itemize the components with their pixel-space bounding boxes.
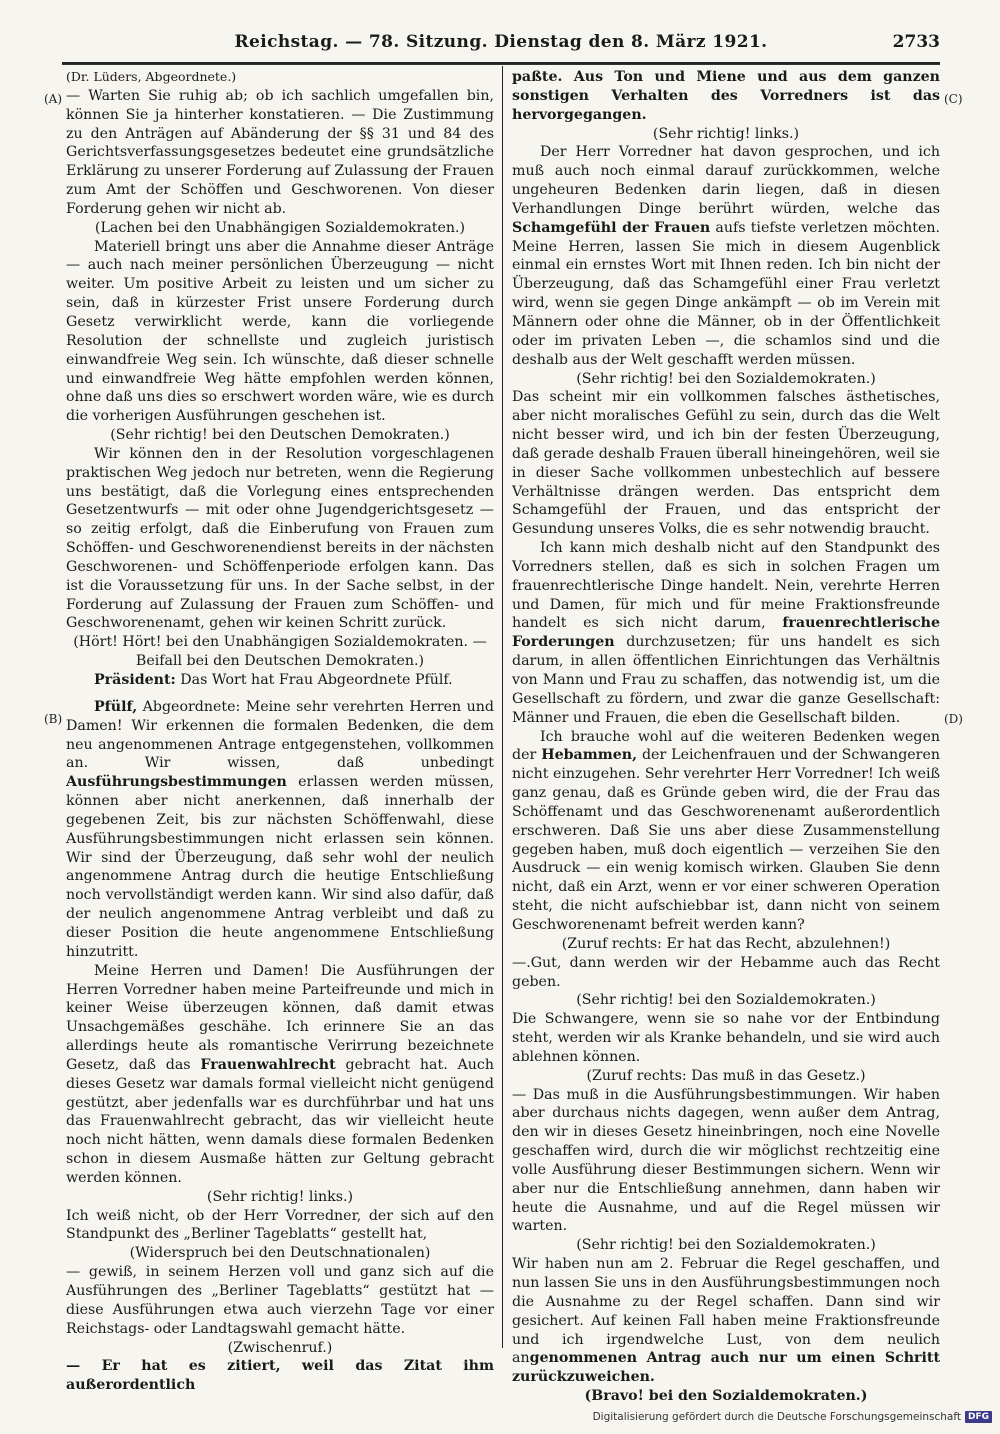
- interjection: (Sehr richtig! links.): [206, 1188, 354, 1205]
- interjection: (Sehr richtig! links.): [652, 125, 800, 142]
- emphasis: Frauenwahlrecht: [200, 1056, 336, 1073]
- paragraph: Wir können den in der Resolution vorgeschlagenen praktischen Weg jedoch nur betreten, wenn die Regierung uns bestätigt, daß die Vorlegung eines entsprechenden Gesetzentwurfs — mit oder ohne Jugendgerichtsgesetz — so zeitig erfolgt, daß die Einberufung von Frauen zum Schöffen- und Geschworenendienst bereits in der nächsten Geschworenen- und Schöffenperiode erfolgen kann. Das ist die Voraussetzung für uns. In der Sache selbst, in der Forderung auf Zulassung der Frauen zum Schöffen- und Geschworenenamt, gehen wir keinen Schritt zurück.: [66, 445, 494, 632]
- interjection: (Zuruf rechts: Er hat das Recht, abzulehnen!): [561, 935, 891, 952]
- interjection: (Zuruf rechts: Das muß in das Gesetz.): [586, 1067, 866, 1084]
- interjection: (Hört! Hört! bei den Unabhängigen Sozialdemokraten. — Beifall bei den Deutschen Demokraten.): [73, 634, 487, 670]
- speech-text: gebracht hat. Auch dieses Gesetz war damals formal vielleicht nicht genügend gestützt, aber jedenfalls war es durchführbar und hat uns das Frauenwahlrecht gebracht, das wir vielleicht heute noch nicht hätten, wenn damals diese formalen Bedenken schon in diesem Ausmaße hätten zur Geltung gebracht werden können.: [66, 1056, 494, 1186]
- interjection: (Sehr richtig! bei den Deutschen Demokraten.): [110, 427, 450, 444]
- speech-text: aufs tiefste verletzen möchten. Meine Herren, lassen Sie mich in diesem Augenblick einmal ein ernstes Wort mit Ihnen reden. Ich bin nicht der Überzeugung, daß das Schamgefühl einer Frau verletzt wird, wenn sie gegen Dinge ankämpft — ob im Verein mit Männern oder ohne die Männer, ob in der Öffentlichkeit oder im privaten Leben —, die schamlos sind und die deshalb aus der Welt geschafft werden müssen.: [512, 219, 940, 368]
- speech-text: Wir haben nun am 2. Februar die Regel geschaffen, und nun lassen Sie uns in den Ausführungsbestimmungen noch die Ausnahme zu der Regel schaffen. Dann sind wir gesichert. Auf keinen Fall haben meine Fraktionsfreunde und ich irgendwelche Lust, von dem neulich an: [512, 1256, 940, 1367]
- emphasis: Schamgefühl der Frauen: [512, 219, 711, 236]
- paragraph: [66, 962, 494, 1188]
- margin-mark-d: (D): [944, 712, 963, 726]
- paragraph: [512, 539, 940, 727]
- interjection: (Lachen bei den Unabhängigen Sozialdemokraten.): [94, 219, 466, 236]
- speaker-name: Präsident:: [94, 672, 176, 688]
- header-rule: [62, 64, 940, 65]
- margin-mark-b: (B): [44, 712, 63, 726]
- paragraph: — Das muß in die Ausführungsbestimmungen. Wir haben aber durchaus nichts dagegen, wenn außer dem Antrag, den wir in dieses Gesetz hineinbringen, noch eine Novelle geschaffen wird, durch die wir möglichst rechtzeitig eine volle Ausführung dieser Bestimmungen sichern. Wenn wir aber nur die Entschließung annehmen, dann haben wir heute die Ausnahme, und auf die Regel müssen wir warten.: [512, 1086, 940, 1235]
- interjection: (Sehr richtig! bei den Sozialdemokraten.): [576, 992, 876, 1009]
- paragraph: — gewiß, in seinem Herzen voll und ganz sich auf die Ausführungen des „Berliner Tageblatts“ gestützt hat — diese Ausführungen etwa auch vierzehn Tage vor einer Reichstags- oder Landtagswahl gemacht hätte.: [66, 1264, 494, 1337]
- emphasis: Hebammen,: [541, 747, 638, 764]
- left-column: [66, 68, 494, 1395]
- paragraph: [512, 143, 940, 369]
- paragraph: Die Schwangere, wenn sie so nahe vor der Entbindung steht, werden wir als Kranke behandeln, und sie wird auch ablehnen können.: [512, 1011, 940, 1065]
- pfuelf-paragraph: [66, 698, 494, 962]
- speech-text: durchzusetzen; für uns handelt es sich darum, in allen öffentlichen Einrichtungen das Verhältnis von Mann und Frau zu schaffen, das notwendig ist, um die Gesellschaft zu fördern, und zwar die ganze Gesellschaft: Männer und Frauen, die eben die Gesellschaft bilden.: [512, 634, 940, 726]
- speech-text: Abgeordnete: Meine sehr verehrten Herren und Damen! Wir erkennen die formalen Bedenken, die dem neu angenommenen Antrage entgegenstehen, vollkommen an. Wir wissen, daß unbedingt: [66, 698, 494, 772]
- speaker-tag: (Dr. Lüders, Abgeordnete.): [66, 69, 237, 84]
- speech-text: Meine Herren und Damen! Die Ausführungen der Herren Vorredner haben meine Parteifreunde und mich in keiner Weise überzeugen können, daß damit etwas Unsachgemäßes geschähe. Ich erinnere Sie an das allerdings heute als romantische Verirrung bezeichnete Gesetz, daß das: [66, 962, 494, 1073]
- paragraph: [512, 1255, 940, 1387]
- speech-text: Ich brauche wohl auf die weiteren Bedenken wegen der: [512, 728, 940, 764]
- speech-text: erlassen werden müssen, können aber nicht anerkennen, daß innerhalb der gegebenen Zeit, bis zur nächsten Schöffenwahl, diese Ausführungsbestimmungen nicht erlassen sein können. Wir sind der Überzeugung, daß sehr wohl der neulich angenommene Antrag durch die heutige Entschließung noch vervollständigt werden kann. Wir sind also dafür, daß der neulich angenommene Antrag verbleibt und daß zu dieser Position die heute angenommene Entschließung hinzutritt.: [66, 774, 494, 960]
- paragraph: —.Gut, dann werden wir der Hebamme auch das Recht geben.: [512, 954, 940, 990]
- footer-text: Digitalisierung gefördert durch die Deutsche Forschungsgemeinschaft: [592, 1411, 961, 1423]
- header-title: Reichstag. — 78. Sitzung. Dienstag den 8. März 1921.: [234, 32, 768, 52]
- right-column: [512, 68, 940, 1406]
- margin-mark-a: (A): [44, 92, 63, 106]
- interjection: (Sehr richtig! bei den Sozialdemokraten.): [576, 370, 876, 387]
- paragraph: — Warten Sie ruhig ab; ob ich sachlich umgefallen bin, können Sie ja hinterher konstatieren. — Die Zustimmung zu den Anträgen auf Abänderung der §§ 31 und 84 des Gerichtsverfassungsgesetzes bedeutet eine grundsätzliche Erklärung zu unserer Forderung auf Zulassung der Frauen zum Amt der Schöffen und Geschworenen. Von dieser Forderung gehen wir nicht ab.: [66, 87, 494, 217]
- paragraph: — Er hat es zitiert, weil das Zitat ihm außerordentlich: [66, 1358, 494, 1394]
- interjection: (Sehr richtig! bei den Sozialdemokraten.): [576, 1237, 876, 1254]
- president-paragraph: [66, 671, 494, 690]
- paragraph: [512, 728, 940, 935]
- column-divider: [502, 66, 503, 1348]
- speech-text: Das Wort hat Frau Abgeordnete Pfülf.: [175, 672, 453, 688]
- page-header: [62, 28, 940, 64]
- page-number: 2733: [892, 32, 940, 52]
- speech-text: der Leichenfrauen und der Schwangeren nicht einzugehen. Sehr verehrter Herr Vorredner! Ich weiß ganz genau, daß es Gründe geben wird, die der Frau das Schöffenamt und das Geschworenenamt außerordentlich erschweren. Daß Sie uns aber diese Zusammenstellung gegeben haben, muß doch eigentlich — verzeihen Sie den Ausdruck — ein wenig komisch wirken. Glauben Sie denn nicht, daß ein Arzt, wenn er vor einer schweren Operation steht, die nicht aufschiebbar ist, dann nicht von seinem Geschworenenamt befreit werden kann?: [512, 747, 940, 933]
- speech-text: Ich kann mich deshalb nicht auf den Standpunkt des Vorredners stellen, daß es sich in solchen Fragen um frauenrechtlerische Dinge handelt. Nein, verehrte Herren und Damen, für mich und für meine Fraktionsfreunde handelt es sich nicht darum,: [512, 540, 940, 632]
- interjection: (Zwischenruf.): [227, 1339, 333, 1356]
- speaker-name: Pfülf,: [94, 698, 138, 715]
- interjection: (Bravo! bei den Sozialdemokraten.): [584, 1388, 868, 1405]
- dfg-logo: DFG: [965, 1411, 992, 1423]
- paragraph: Das scheint mir ein vollkommen falsches ästhetisches, aber nicht moralisches Gefühl zu sein, durch das die Welt nicht besser wird, und ich bin der festen Überzeugung, daß gerade deshalb Frauen überall hineingehören, weil sie in dieser Sache vollkommen unbestechlich auf bessere Verhältnisse drängen werden. Das entspricht dem Schamgefühl der Frauen, und das entspricht der Gesundung unseres Volks, die es sehr notwendig braucht.: [512, 389, 940, 538]
- speech-text: Der Herr Vorredner hat davon gesprochen, und ich muß auch noch einmal darauf zurückkommen, welche ungeheuren Bedenken darin liegen, daß in diesen Verhandlungen Dinge berührt würden, welche das: [512, 144, 940, 217]
- paragraph: Ich weiß nicht, ob der Herr Vorredner, der sich auf den Standpunkt des „Berliner Tageblatts“ gestellt hat,: [66, 1207, 494, 1243]
- emphasis: Ausführungsbestimmungen: [66, 774, 287, 791]
- margin-mark-c: (C): [944, 92, 963, 106]
- emphasis: frauenrechtlerische Forderungen: [512, 615, 940, 651]
- paragraph: paßte. Aus Ton und Miene und aus dem ganzen sonstigen Verhalten des Vorredners ist das hervorgegangen.: [512, 69, 940, 123]
- emphasis: genommenen Antrag auch nur um einen Schritt zurückzuweichen.: [512, 1350, 940, 1386]
- paragraph: Materiell bringt uns aber die Annahme dieser Anträge — auch nach meiner persönlichen Überzeugung — nicht weiter. Um positive Arbeit zu leisten und um sicher zu sein, daß in kürzester Frist unsere Forderung durch Gesetz verwirklicht werde, kann die vorliegende Resolution der schnellste und zugleich juristisch einwandfreie Weg sein. Ich wünschte, daß dieser schnelle und einwandfreie Weg hätte empfohlen werden können, ohne daß uns dies so erschwert worden wäre, wie es durch die vorherigen Ausführungen geschehen ist.: [66, 238, 494, 425]
- interjection: (Widerspruch bei den Deutschnationalen): [129, 1245, 431, 1262]
- footer: [593, 1411, 992, 1423]
